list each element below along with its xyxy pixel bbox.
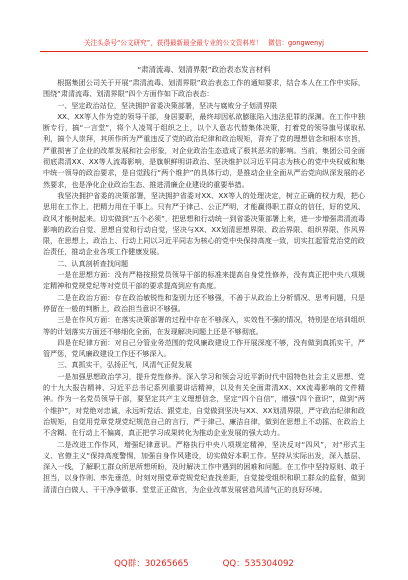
wechat-id: 微信：gongwenyj — [268, 39, 324, 47]
intro-paragraph: 根据集团公司关于开展“肃清流毒、划清界限”政治表态工作的通知要求，结合本人在工作中实际，围绕“肃清流毒、划清界限”四个方面作如下政治表态： — [43, 78, 365, 99]
problem-item: 二是在政治方面：存在政治敏锐性和鉴别力还不够强，不善于从政治上分析情况、思考问题，只是停留在一般的判断上，政治担当意识不够强。 — [43, 292, 365, 313]
banner-divider — [40, 51, 368, 52]
section-heading-1: 一、坚定政治站位，坚决拥护省委决策部署，坚决与腐败分子划清界限 — [57, 100, 278, 110]
section-heading-3: 三、真抓实干，弘扬正气，风清气正促发展 — [57, 360, 192, 370]
document-body — [43, 77, 365, 495]
body-paragraph: 我坚决拥护省委的决策部署，坚决拥护省委对XX、XX等人的处理决定，树立正确的权力观，把心思用在工作上，把精力用在干事上。只有严于律己、公正严明，才能赢得职工群众的信任，好的党风、政风才能树起来。切实做到“五个必须”，把思想和行动统一到省委决策部署上来，进一步增强肃清流毒影响的政治自觉、思想自觉和行动自觉，坚决与XX、XX划清思想界限、政治界限、组织界限、作风界限，在思想上、政治上、行动上同以习近平同志为核心的党中央保持高度一致，切实扛起管党治党的政治责任，推动企业各项工作健康发展。 — [43, 190, 365, 257]
contact-footer — [40, 558, 368, 570]
qq-number: QQ：535304092 — [222, 559, 294, 569]
action-item: 一是加强思想政治学习，提升党性修养。深入学习和领会习近平新时代中国特色社会主义思想、党的十九大报告精神、习近平总书记系列重要讲话精神，以及有关全面肃清XX、XX流毒影响的文件精神。作为一名党员领导干部，要坚定共产主义理想信念，坚定“四个自信”，增强“四个意识”，做到“两个维护”，对党绝对忠诚，永远听党话、跟党走，自觉做到坚决与XX、XX划清界限，严守政治纪律和政治规矩，自觉用党章党规党纪规范自己的言行，严于律己、廉洁自律，做到在思想上不动摇、在政治上不含糊、在行动上不偏离，真正把学习成果转化为推动企业发展的强大动力。 — [43, 371, 365, 438]
promo-banner — [40, 38, 368, 48]
problem-item: 四是在纪律方面：对自己分管业务范围的党风廉政建设工作开展深度不够，没有做到真抓实干，严管严惩，党风廉政建设工作还不够深入。 — [43, 337, 365, 359]
promo-banner-text: 关注头条号“公文研究”，获得最新最全最专业的公文资料库！ — [83, 39, 263, 47]
problem-item: 一是在思想方面：没有严格按照党员领导干部的标准来提高自身党性修养，没有真正把中央八项规定精神和党规党纪等对党员干部的要求提高到应有高度。 — [43, 270, 365, 291]
qq-group-number: QQ群：30265665 — [114, 559, 189, 569]
document-title: “肃清流毒、划清界限”政治表态发言材料 — [137, 65, 271, 74]
problem-item: 三是在作风方面：在落实决策部署的过程中存在不够深入，实效性不强的情况，特别是在培训组织等的计划落实方面还不够细化全面，在发现解决问题上还是不够彻底。 — [43, 315, 365, 336]
action-item: 二是改进工作作风，增强纪律意识。严格执行中央八项规定精神，坚决反对“四风”，对“形式主义、官僚主义”保持高度警惕，加强自身作风建设，切实做好本职工作。坚持从实际出发，深入基层、深入一线，了解职工群众所思所想所盼，及时解决工作中遇到的困难和问题。在工作中坚持原则、敢于担当，以身作则、率先垂范，时刻对照党章党规党纪查找差距，自觉接受组织和职工群众的监督，做到清清白白做人、干干净净做事、堂堂正正做官，为企业改革发展营造风清气正的良好环境。 — [43, 439, 365, 494]
section-heading-2: 二、认真剖析查找问题 — [57, 258, 129, 268]
body-paragraph: XX、XX等人作为党的领导干部，身居要职，最终却因私欲膨胀陷入违法犯罪的深渊。在工作中独断专行，搞“一言堂”，将个人凌驾于组织之上，以个人意志代替集体决策，打着党的领导旗号谋取私利，搞个人崇拜，其所作所为严重违反了党的政治纪律和政治规矩，背弃了党的理想信念和根本宗旨，严重损害了企业的改革发展和社会形象，对企业政治生态造成了极其恶劣的影响。当前，集团公司全面彻底肃清XX、XX等人流毒影响，是旗帜鲜明讲政治、坚决维护以习近平同志为核心的党中央权威和集中统一领导的政治要求，是自觉践行“两个维护”的具体行动，是推动企业全面从严治党向纵深发展的必然要求，也是净化企业政治生态、推进清廉企业建设的重要举措。 — [43, 111, 365, 189]
